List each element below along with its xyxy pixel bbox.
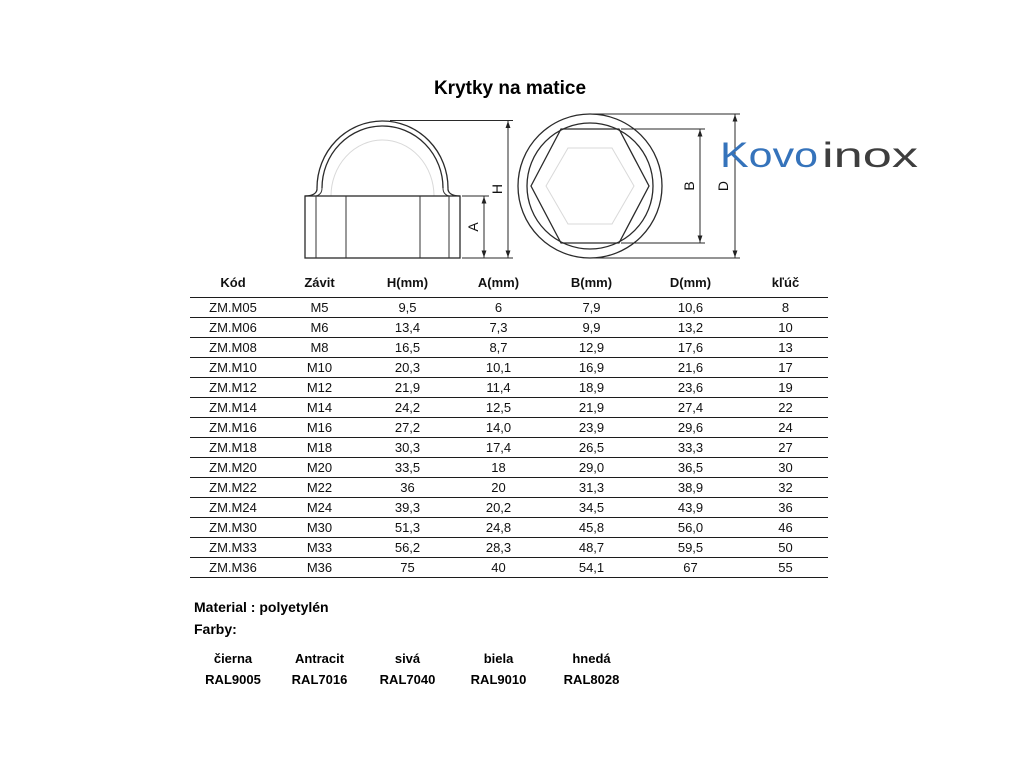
cell-h-mm: 9,5 [398,300,417,315]
dimension-h-label: H [489,183,505,195]
cell-b-mm: 48,7 [578,540,605,555]
cell-b-mm: 18,9 [578,380,605,395]
color-ral-code: RAL7016 [291,672,348,687]
cell-b-mm: 29,0 [578,460,605,475]
cell-h-mm: 27,2 [394,420,421,435]
cell-d-mm: 59,5 [677,540,704,555]
dimension-d [592,114,740,258]
cell-h-mm: 16,5 [394,340,421,355]
cell-kod: ZM.M10 [209,360,257,375]
cell-kluc: 27 [778,440,793,455]
cell-a-mm: 12,5 [485,400,512,415]
cell-zavit: M22 [306,480,333,495]
cell-h-mm: 33,5 [394,460,421,475]
table-header-row [190,271,828,297]
cell-kod: ZM.M20 [209,460,257,475]
cell-h-mm: 51,3 [394,520,421,535]
cell-zavit: M18 [306,440,333,455]
colors-list [190,649,638,691]
cell-kluc: 50 [778,540,793,555]
header-kluc: kľúč [771,275,800,290]
cell-b-mm: 34,5 [578,500,605,515]
color-item [452,649,545,691]
cell-kod: ZM.M12 [209,380,257,395]
cell-a-mm: 40 [491,560,506,575]
cell-zavit: M24 [306,500,333,515]
cell-kod: ZM.M30 [209,520,257,535]
cell-kod: ZM.M18 [209,440,257,455]
cell-zavit: M20 [306,460,333,475]
top-view-inner-detail [546,148,634,224]
header-d-mm: D(mm) [669,275,712,290]
cap-dome-outer [317,121,448,188]
cap-neck-left [305,188,317,196]
cell-b-mm: 31,3 [578,480,605,495]
colors-heading: Farby: [194,621,237,637]
cell-zavit: M14 [306,400,333,415]
dimension-a [462,196,489,258]
color-ral-code: RAL9010 [470,672,527,687]
cell-zavit: M6 [310,320,329,335]
cell-kluc: 22 [778,400,793,415]
cap-skirt [305,196,460,258]
cell-kod: ZM.M16 [209,420,257,435]
cell-a-mm: 10,1 [485,360,512,375]
cell-d-mm: 43,9 [677,500,704,515]
cell-a-mm: 20,2 [485,500,512,515]
header-zavit: Závit [304,275,335,290]
cell-b-mm: 26,5 [578,440,605,455]
table-row [190,357,828,377]
cell-kod: ZM.M33 [209,540,257,555]
cell-zavit: M30 [306,520,333,535]
kovoinox-logo [720,136,919,175]
dimension-h [390,121,513,259]
cell-kluc: 36 [778,500,793,515]
table-row [190,397,828,417]
color-ral-code: RAL9005 [205,672,261,687]
cell-b-mm: 54,1 [578,560,605,575]
cell-a-mm: 14,0 [485,420,512,435]
dimension-d-label: D [715,180,731,192]
table-row [190,477,828,497]
cap-inner-cavity [331,140,434,196]
cell-kluc: 30 [778,460,793,475]
top-view-drawing [518,114,662,258]
cell-d-mm: 36,5 [677,460,704,475]
color-name: sivá [394,651,421,666]
cell-a-mm: 28,3 [485,540,512,555]
header-kod: Kód [220,275,246,290]
cell-zavit: M36 [306,560,333,575]
cell-d-mm: 38,9 [677,480,704,495]
cell-kod: ZM.M06 [209,320,257,335]
cell-b-mm: 23,9 [578,420,605,435]
logo-part-inox: inox [822,136,919,175]
dimension-a-label: A [465,222,481,232]
cell-d-mm: 56,0 [677,520,704,535]
cell-d-mm: 13,2 [677,320,704,335]
cell-zavit: M10 [306,360,333,375]
cell-kod: ZM.M36 [209,560,257,575]
cell-d-mm: 29,6 [677,420,704,435]
cell-h-mm: 39,3 [394,500,421,515]
cell-d-mm: 27,4 [677,400,704,415]
cell-kluc: 55 [778,560,793,575]
color-item [276,649,363,691]
cell-kluc: 17 [778,360,793,375]
table-row [190,417,828,437]
table-row [190,517,828,537]
dimension-b-label: B [681,181,697,191]
cell-h-mm: 36 [400,480,415,495]
cell-b-mm: 9,9 [582,320,601,335]
cell-b-mm: 21,9 [578,400,605,415]
material-text: Material : polyetylén [194,599,329,615]
cell-kluc: 10 [778,320,793,335]
color-ral-code: RAL7040 [379,672,436,687]
cell-h-mm: 75 [400,560,415,575]
table-row [190,537,828,557]
color-item [190,649,276,691]
color-item [545,649,638,691]
cell-zavit: M16 [306,420,333,435]
color-name: čierna [213,651,253,666]
cell-kluc: 13 [778,340,793,355]
cell-a-mm: 17,4 [485,440,512,455]
cell-a-mm: 6 [494,300,503,315]
cell-kluc: 19 [778,380,793,395]
cell-zavit: M8 [310,340,329,355]
cell-d-mm: 10,6 [677,300,704,315]
header-h-mm: H(mm) [386,275,429,290]
cell-kod: ZM.M05 [209,300,257,315]
cell-h-mm: 56,2 [394,540,421,555]
cell-d-mm: 21,6 [677,360,704,375]
page-title: Krytky na matice [433,78,587,99]
cell-b-mm: 7,9 [582,300,601,315]
cell-d-mm: 67 [683,560,698,575]
table-row [190,557,828,577]
cell-zavit: M5 [310,300,329,315]
cell-b-mm: 16,9 [578,360,605,375]
table-body [190,297,828,578]
cell-h-mm: 20,3 [394,360,421,375]
dimensions-table [190,271,828,578]
cell-zavit: M12 [306,380,333,395]
header-a-mm: A(mm) [477,275,520,290]
table-row [190,337,828,357]
cell-a-mm: 24,8 [485,520,512,535]
cell-h-mm: 13,4 [394,320,421,335]
table-row [190,437,828,457]
table-row [190,497,828,517]
cell-kod: ZM.M14 [209,400,257,415]
cell-a-mm: 11,4 [486,380,511,395]
header-b-mm: B(mm) [570,275,613,290]
cell-b-mm: 12,9 [578,340,605,355]
table-row [190,377,828,397]
cell-b-mm: 45,8 [578,520,605,535]
cell-a-mm: 8,7 [489,340,508,355]
color-name: biela [483,651,514,666]
top-view-outer-circle [518,114,662,258]
cap-dome-inner [322,126,443,188]
cell-kod: ZM.M22 [209,480,257,495]
cell-d-mm: 23,6 [677,380,704,395]
cell-d-mm: 17,6 [677,340,704,355]
cell-a-mm: 18 [491,460,506,475]
color-name: hnedá [572,651,611,666]
cell-zavit: M33 [306,540,333,555]
top-view-hexagon [531,129,649,243]
cell-kluc: 8 [781,300,790,315]
cell-kod: ZM.M08 [209,340,257,355]
color-ral-code: RAL8028 [563,672,620,687]
cell-h-mm: 24,2 [394,400,421,415]
cell-h-mm: 30,3 [394,440,421,455]
cap-neck-right [448,188,460,196]
cell-kluc: 46 [778,520,793,535]
table-row [190,457,828,477]
cell-a-mm: 20 [491,480,506,495]
color-name: Antracit [294,651,345,666]
table-row [190,297,828,317]
cell-kod: ZM.M24 [209,500,257,515]
logo-part-kovo: Kovo [720,136,818,175]
table-row [190,317,828,337]
cell-kluc: 32 [778,480,793,495]
color-item [363,649,452,691]
cell-d-mm: 33,3 [677,440,704,455]
side-view-drawing [305,121,460,258]
cell-h-mm: 21,9 [394,380,421,395]
cell-kluc: 24 [778,420,793,435]
cell-a-mm: 7,3 [489,320,508,335]
